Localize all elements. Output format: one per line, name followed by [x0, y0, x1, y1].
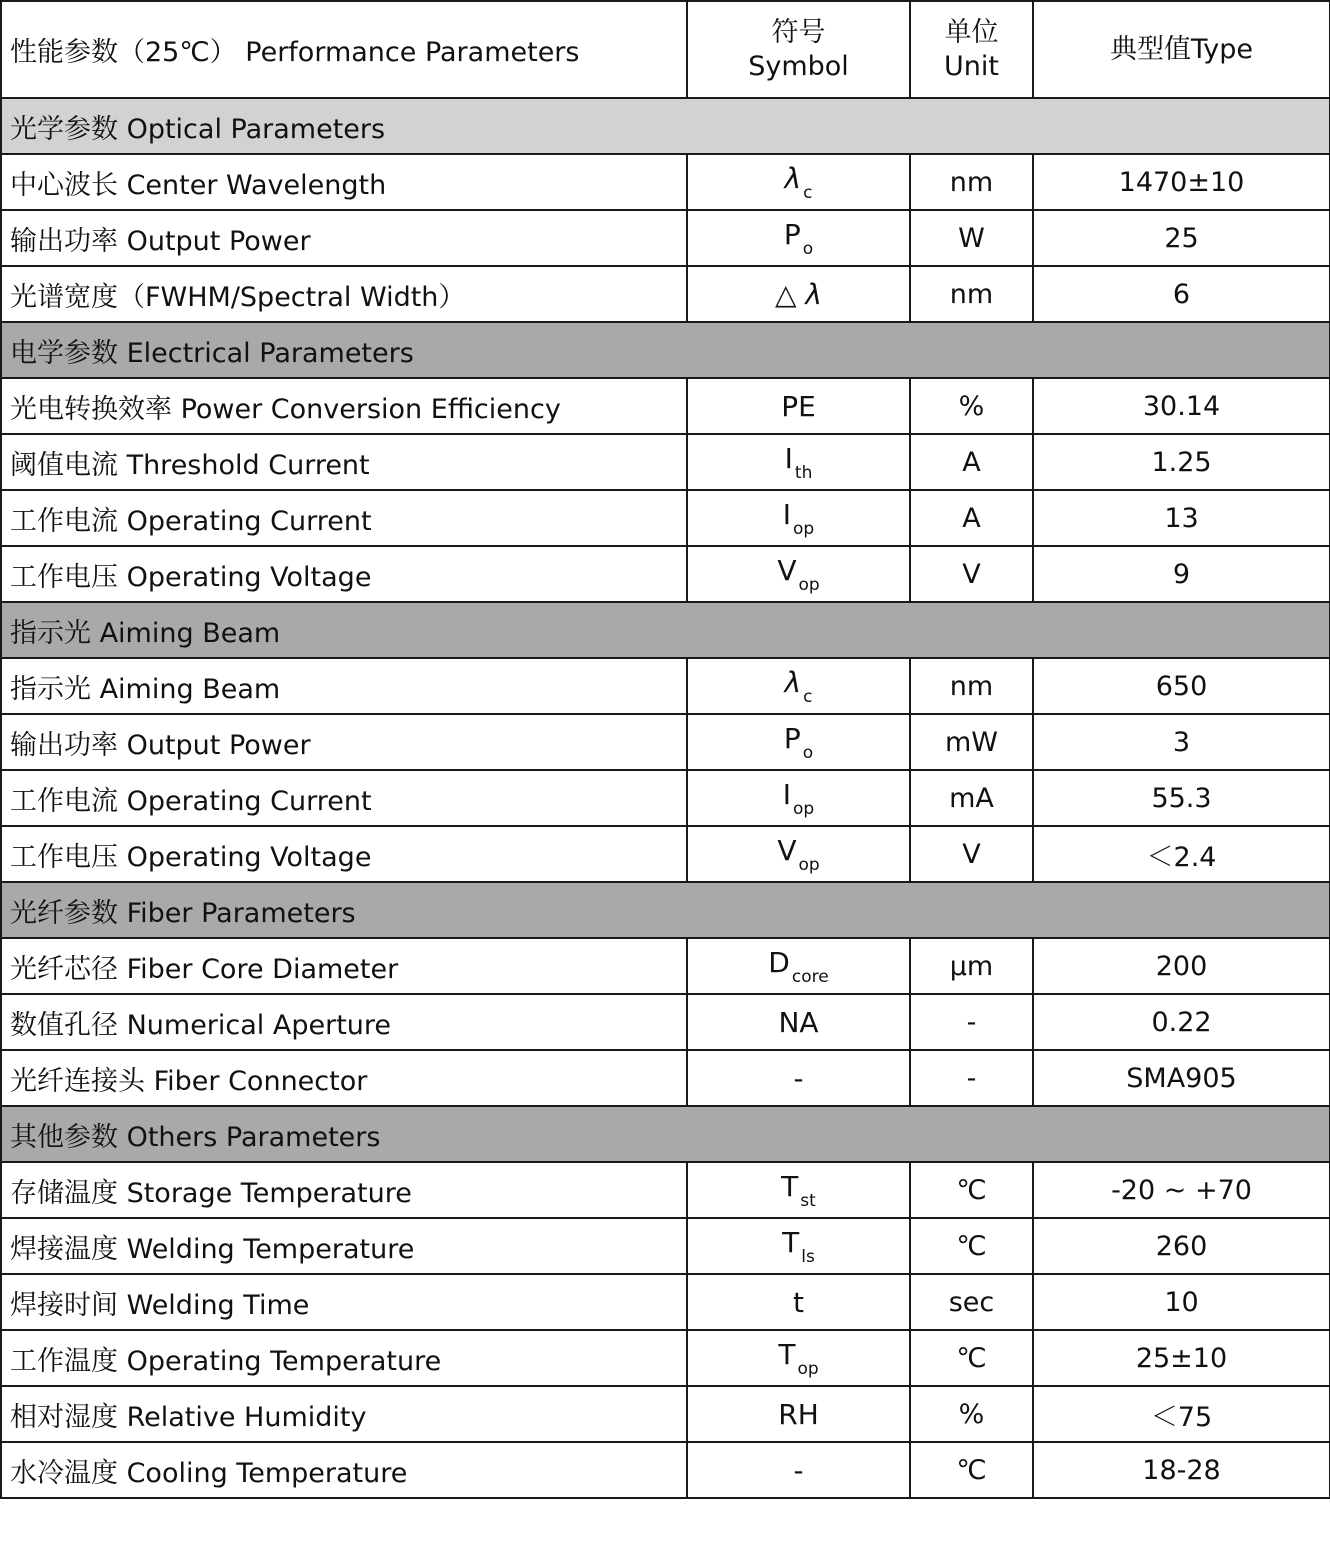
- symbol-subscript: op: [798, 574, 820, 595]
- typical-value-cell: 25: [1033, 210, 1330, 266]
- symbol-cell: [687, 1218, 910, 1274]
- parameter-name: 输出功率 Output Power: [1, 210, 687, 266]
- symbol-main: RH: [778, 1397, 819, 1431]
- parameter-name: 相对湿度 Relative Humidity: [1, 1386, 687, 1442]
- table-row: [1, 658, 1330, 714]
- unit-cell: nm: [910, 658, 1033, 714]
- header-typical-value: 典型值Type: [1033, 1, 1330, 98]
- section-title: 指示光 Aiming Beam: [1, 602, 1330, 658]
- symbol-cell: [687, 658, 910, 714]
- parameter-name: 工作电压 Operating Voltage: [1, 826, 687, 882]
- unit-cell: mW: [910, 714, 1033, 770]
- unit-cell: -: [910, 994, 1033, 1050]
- symbol-subscript: c: [803, 686, 813, 707]
- header-symbol-en: Symbol: [748, 50, 849, 82]
- unit-cell: ℃: [910, 1442, 1033, 1498]
- parameter-name: 工作温度 Operating Temperature: [1, 1330, 687, 1386]
- parameter-name: 水冷温度 Cooling Temperature: [1, 1442, 687, 1498]
- symbol-main: V: [777, 833, 797, 867]
- unit-cell: %: [910, 378, 1033, 434]
- header-parameter: 性能参数（25℃） Performance Parameters: [1, 1, 687, 98]
- table-row: [1, 826, 1330, 882]
- symbol-subscript: o: [802, 742, 814, 763]
- symbol-subscript: c: [803, 182, 813, 203]
- typical-value-cell: ＜75: [1033, 1386, 1330, 1442]
- typical-value-cell: 3: [1033, 714, 1330, 770]
- section-header-row: [1, 882, 1330, 938]
- table-row: [1, 490, 1330, 546]
- symbol-cell: [687, 938, 910, 994]
- table-row: [1, 714, 1330, 770]
- typical-value-cell: 13: [1033, 490, 1330, 546]
- symbol-main: T: [778, 1337, 796, 1371]
- symbol-main: I: [784, 441, 793, 475]
- unit-cell: ℃: [910, 1162, 1033, 1218]
- symbol-subscript: op: [797, 1358, 819, 1379]
- header-symbol-cn: 符号: [771, 16, 826, 48]
- section-title: 光纤参数 Fiber Parameters: [1, 882, 1330, 938]
- symbol-subscript: op: [798, 854, 820, 875]
- symbol-subscript: st: [800, 1190, 816, 1211]
- symbol-main: t: [793, 1285, 804, 1319]
- table-row: [1, 1442, 1330, 1498]
- header-symbol: [687, 1, 910, 98]
- unit-cell: ℃: [910, 1330, 1033, 1386]
- symbol-main: I: [782, 777, 792, 811]
- symbol-cell: [687, 1274, 910, 1330]
- typical-value-cell: 1470±10: [1033, 154, 1330, 210]
- typical-value-cell: -20 ~ +70: [1033, 1162, 1330, 1218]
- parameter-name: 输出功率 Output Power: [1, 714, 687, 770]
- unit-cell: mA: [910, 770, 1033, 826]
- typical-value-cell: 9: [1033, 546, 1330, 602]
- symbol-cell: [687, 714, 910, 770]
- typical-value-cell: SMA905: [1033, 1050, 1330, 1106]
- symbol-main: T: [782, 1225, 800, 1259]
- parameter-name: 中心波长 Center Wavelength: [1, 154, 687, 210]
- section-header-row: [1, 322, 1330, 378]
- section-header-row: [1, 1106, 1330, 1162]
- parameter-name: 指示光 Aiming Beam: [1, 658, 687, 714]
- symbol-cell: [687, 210, 910, 266]
- parameter-name: 存储温度 Storage Temperature: [1, 1162, 687, 1218]
- unit-cell: W: [910, 210, 1033, 266]
- symbol-main: NA: [778, 1005, 819, 1039]
- table-row: [1, 378, 1330, 434]
- typical-value-cell: 6: [1033, 266, 1330, 322]
- symbol-main: P: [783, 721, 801, 755]
- symbol-main: λ: [784, 665, 802, 699]
- parameter-name: 光纤连接头 Fiber Connector: [1, 1050, 687, 1106]
- typical-value-cell: 260: [1033, 1218, 1330, 1274]
- symbol-cell: [687, 994, 910, 1050]
- table-row: [1, 1330, 1330, 1386]
- section-title: 其他参数 Others Parameters: [1, 1106, 1330, 1162]
- table-row: [1, 266, 1330, 322]
- typical-value-cell: 1.25: [1033, 434, 1330, 490]
- symbol-main: V: [777, 553, 797, 587]
- header-unit: [910, 1, 1033, 98]
- symbol-cell: [687, 378, 910, 434]
- section-title: 光学参数 Optical Parameters: [1, 98, 1330, 154]
- parameter-name: 工作电流 Operating Current: [1, 770, 687, 826]
- symbol-cell: [687, 826, 910, 882]
- symbol-cell: [687, 154, 910, 210]
- symbol-cell: [687, 770, 910, 826]
- unit-cell: sec: [910, 1274, 1033, 1330]
- symbol-subscript: ls: [801, 1246, 815, 1267]
- typical-value-cell: 200: [1033, 938, 1330, 994]
- symbol-subscript: o: [802, 238, 814, 259]
- symbol-subscript: core: [791, 966, 829, 987]
- symbol-main: PE: [781, 389, 816, 423]
- symbol-main: λ: [784, 161, 802, 195]
- table-row: [1, 546, 1330, 602]
- table-row: [1, 434, 1330, 490]
- symbol-cell: [687, 1330, 910, 1386]
- section-header-row: [1, 602, 1330, 658]
- parameter-name: 焊接时间 Welding Time: [1, 1274, 687, 1330]
- parameter-name: 光纤芯径 Fiber Core Diameter: [1, 938, 687, 994]
- parameter-name: 光电转换效率 Power Conversion Efficiency: [1, 378, 687, 434]
- symbol-subscript: op: [793, 518, 815, 539]
- table-row: [1, 770, 1330, 826]
- unit-cell: nm: [910, 154, 1033, 210]
- table-row: [1, 210, 1330, 266]
- symbol-main: -: [793, 1453, 804, 1487]
- symbol-subscript: th: [794, 462, 813, 483]
- symbol-cell: [687, 490, 910, 546]
- symbol-cell: [687, 1050, 910, 1106]
- header-unit-cn: 单位: [944, 16, 999, 48]
- table-row: [1, 994, 1330, 1050]
- symbol-cell: [687, 1386, 910, 1442]
- table-row: [1, 1218, 1330, 1274]
- header-unit-en: Unit: [944, 50, 999, 82]
- parameter-name: 工作电流 Operating Current: [1, 490, 687, 546]
- table-row: [1, 938, 1330, 994]
- unit-cell: V: [910, 546, 1033, 602]
- typical-value-cell: ＜2.4: [1033, 826, 1330, 882]
- unit-cell: μm: [910, 938, 1033, 994]
- typical-value-cell: 10: [1033, 1274, 1330, 1330]
- symbol-main: D: [768, 945, 790, 979]
- symbol-cell: [687, 546, 910, 602]
- parameter-name: 阈值电流 Threshold Current: [1, 434, 687, 490]
- symbol-cell: [687, 1162, 910, 1218]
- symbol-main: △ λ: [774, 277, 822, 311]
- parameter-name: 光谱宽度（FWHM/Spectral Width）: [1, 266, 687, 322]
- table-row: [1, 1274, 1330, 1330]
- symbol-cell: [687, 266, 910, 322]
- table-row: [1, 1386, 1330, 1442]
- symbol-cell: [687, 434, 910, 490]
- symbol-main: P: [783, 217, 801, 251]
- typical-value-cell: 18-28: [1033, 1442, 1330, 1498]
- parameter-name: 数值孔径 Numerical Aperture: [1, 994, 687, 1050]
- symbol-main: T: [781, 1169, 799, 1203]
- typical-value-cell: 30.14: [1033, 378, 1330, 434]
- unit-cell: V: [910, 826, 1033, 882]
- symbol-main: -: [793, 1061, 804, 1095]
- unit-cell: ℃: [910, 1218, 1033, 1274]
- typical-value-cell: 650: [1033, 658, 1330, 714]
- table-row: [1, 154, 1330, 210]
- table-row: [1, 1162, 1330, 1218]
- symbol-subscript: op: [793, 798, 815, 819]
- table-row: [1, 1050, 1330, 1106]
- parameter-name: 焊接温度 Welding Temperature: [1, 1218, 687, 1274]
- symbol-cell: [687, 1442, 910, 1498]
- unit-cell: -: [910, 1050, 1033, 1106]
- unit-cell: A: [910, 434, 1033, 490]
- section-title: 电学参数 Electrical Parameters: [1, 322, 1330, 378]
- unit-cell: %: [910, 1386, 1033, 1442]
- symbol-main: I: [782, 497, 792, 531]
- parameter-name: 工作电压 Operating Voltage: [1, 546, 687, 602]
- unit-cell: A: [910, 490, 1033, 546]
- section-header-row: [1, 98, 1330, 154]
- typical-value-cell: 55.3: [1033, 770, 1330, 826]
- unit-cell: nm: [910, 266, 1033, 322]
- table-header-row: [1, 1, 1330, 98]
- typical-value-cell: 25±10: [1033, 1330, 1330, 1386]
- typical-value-cell: 0.22: [1033, 994, 1330, 1050]
